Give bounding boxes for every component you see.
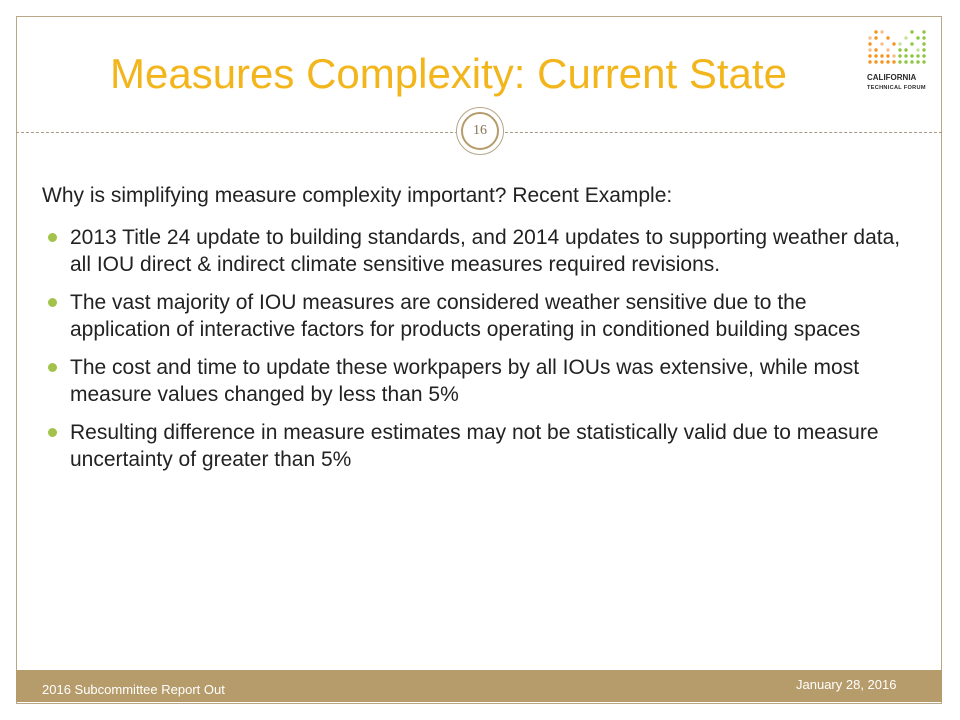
bullet-text: 2013 Title 24 update to building standards, and 2014 updates to supporting weather data, all IOU direct & indirect climate sensitive measures required revisions. [70,226,901,276]
logo-line-2: TECHNICAL FORUM [867,85,926,91]
logo-text [867,72,926,94]
bullet-dot-icon [48,363,57,372]
page-number-badge [456,107,504,155]
footer-date: January 28, 2016 [796,677,897,692]
page-number: 16 [461,112,499,150]
bullet-item [44,419,904,473]
slide-title: Measures Complexity: Current State [110,50,787,97]
bullet-list [44,224,904,484]
bullet-text: Resulting difference in measure estimates may not be statistically valid due to measure uncertainty of greater than 5% [70,421,879,471]
bullet-item [44,224,904,278]
bullet-dot-icon [48,428,57,437]
bullet-dot-icon [48,233,57,242]
intro-text: Why is simplifying measure complexity important? Recent Example: [42,184,673,207]
bullet-dot-icon [48,298,57,307]
bullet-text: The cost and time to update these workpapers by all IOUs was extensive, while most measure values changed by less than 5% [70,356,860,406]
bullet-item [44,289,904,343]
bullet-item [44,354,904,408]
bullet-text: The vast majority of IOU measures are considered weather sensitive due to the application of interactive factors for products operating in conditioned building spaces [70,291,861,341]
logo-line-1: CALIFORNIA [867,73,917,82]
footer-left-text: 2016 Subcommittee Report Out [42,682,225,697]
